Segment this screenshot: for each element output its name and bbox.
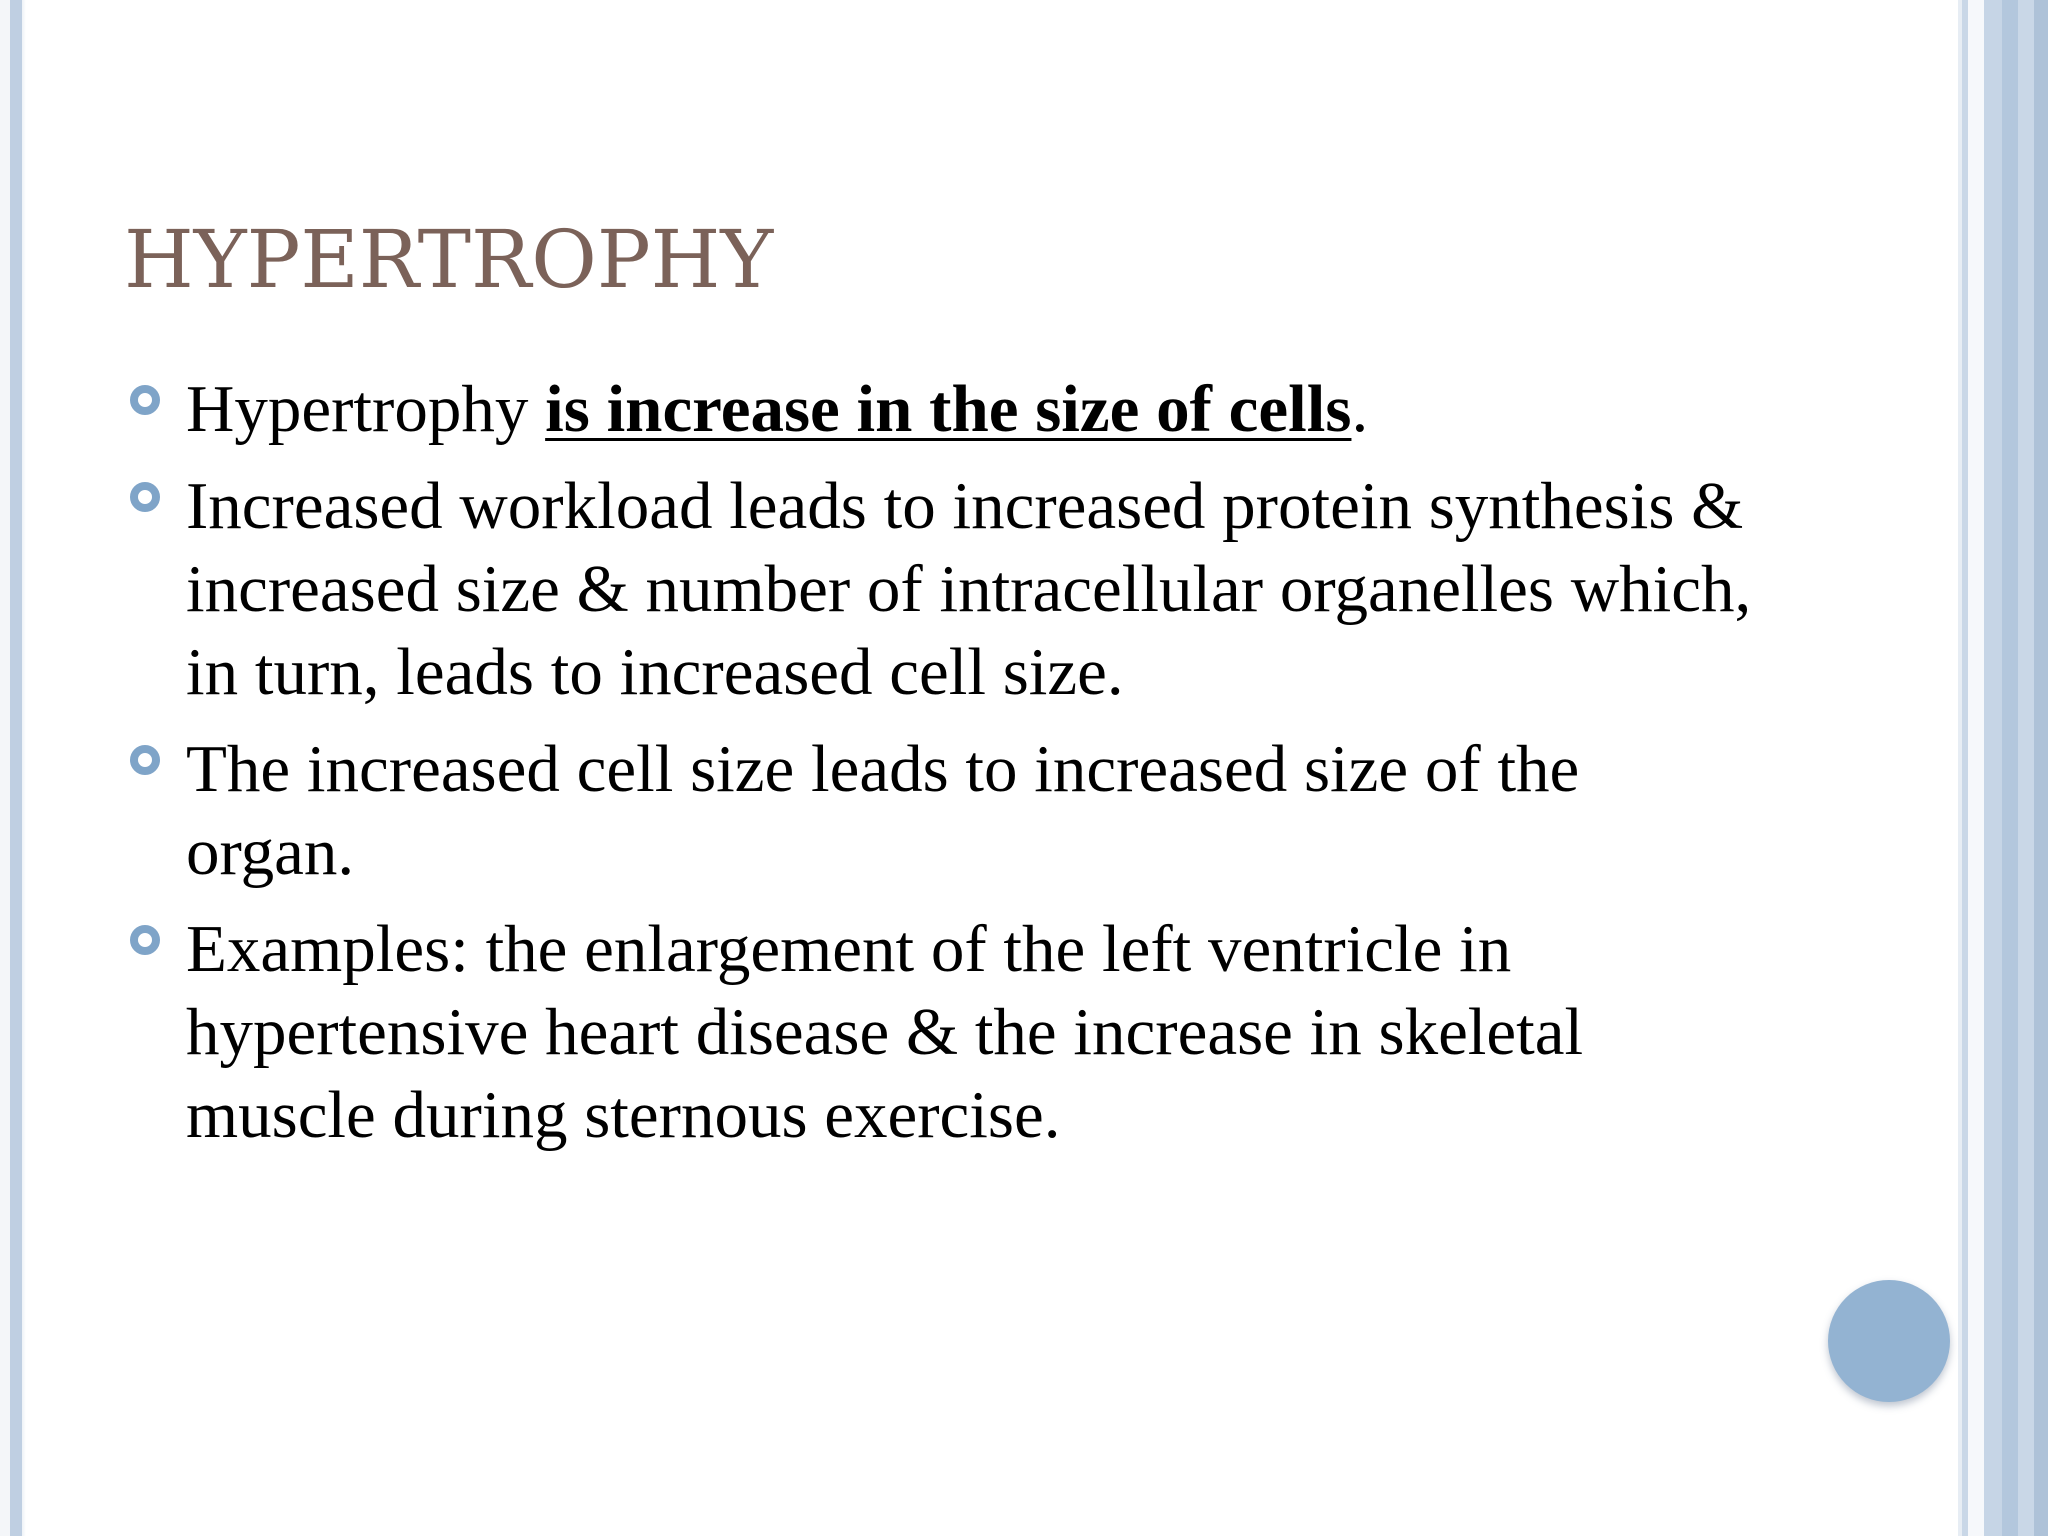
bullet-list bbox=[124, 368, 1764, 1171]
bullet-text-after: . bbox=[1351, 372, 1369, 446]
bullet-circle-icon bbox=[130, 385, 160, 415]
bullet-examples bbox=[124, 908, 1764, 1157]
bullet-text: Examples: the enlargement of the left ventricle in hypertensive heart disease & the increase in skeletal muscle during sternous exercise. bbox=[186, 912, 1584, 1152]
bullet-text: The increased cell size leads to increased size of the organ. bbox=[186, 732, 1580, 889]
bullet-text: Increased workload leads to increased protein synthesis & increased size & number of intracellular organelles which, in turn, leads to increased cell size. bbox=[186, 469, 1752, 709]
right-decorative-border bbox=[1958, 0, 2048, 1536]
bullet-circle-icon bbox=[130, 482, 160, 512]
bullet-circle-icon bbox=[130, 745, 160, 775]
bullet-organ-size bbox=[124, 728, 1764, 894]
decorative-circle-icon bbox=[1828, 1280, 1950, 1402]
slide-title: HYPERTROPHY bbox=[124, 213, 774, 306]
bullet-definition bbox=[124, 368, 1764, 451]
left-edge-border bbox=[0, 0, 26, 1536]
bullet-emphasis: is increase in the size of cells bbox=[545, 372, 1352, 446]
bullet-text-before: Hypertrophy bbox=[186, 372, 546, 446]
bullet-circle-icon bbox=[130, 925, 160, 955]
bullet-workload bbox=[124, 465, 1764, 714]
